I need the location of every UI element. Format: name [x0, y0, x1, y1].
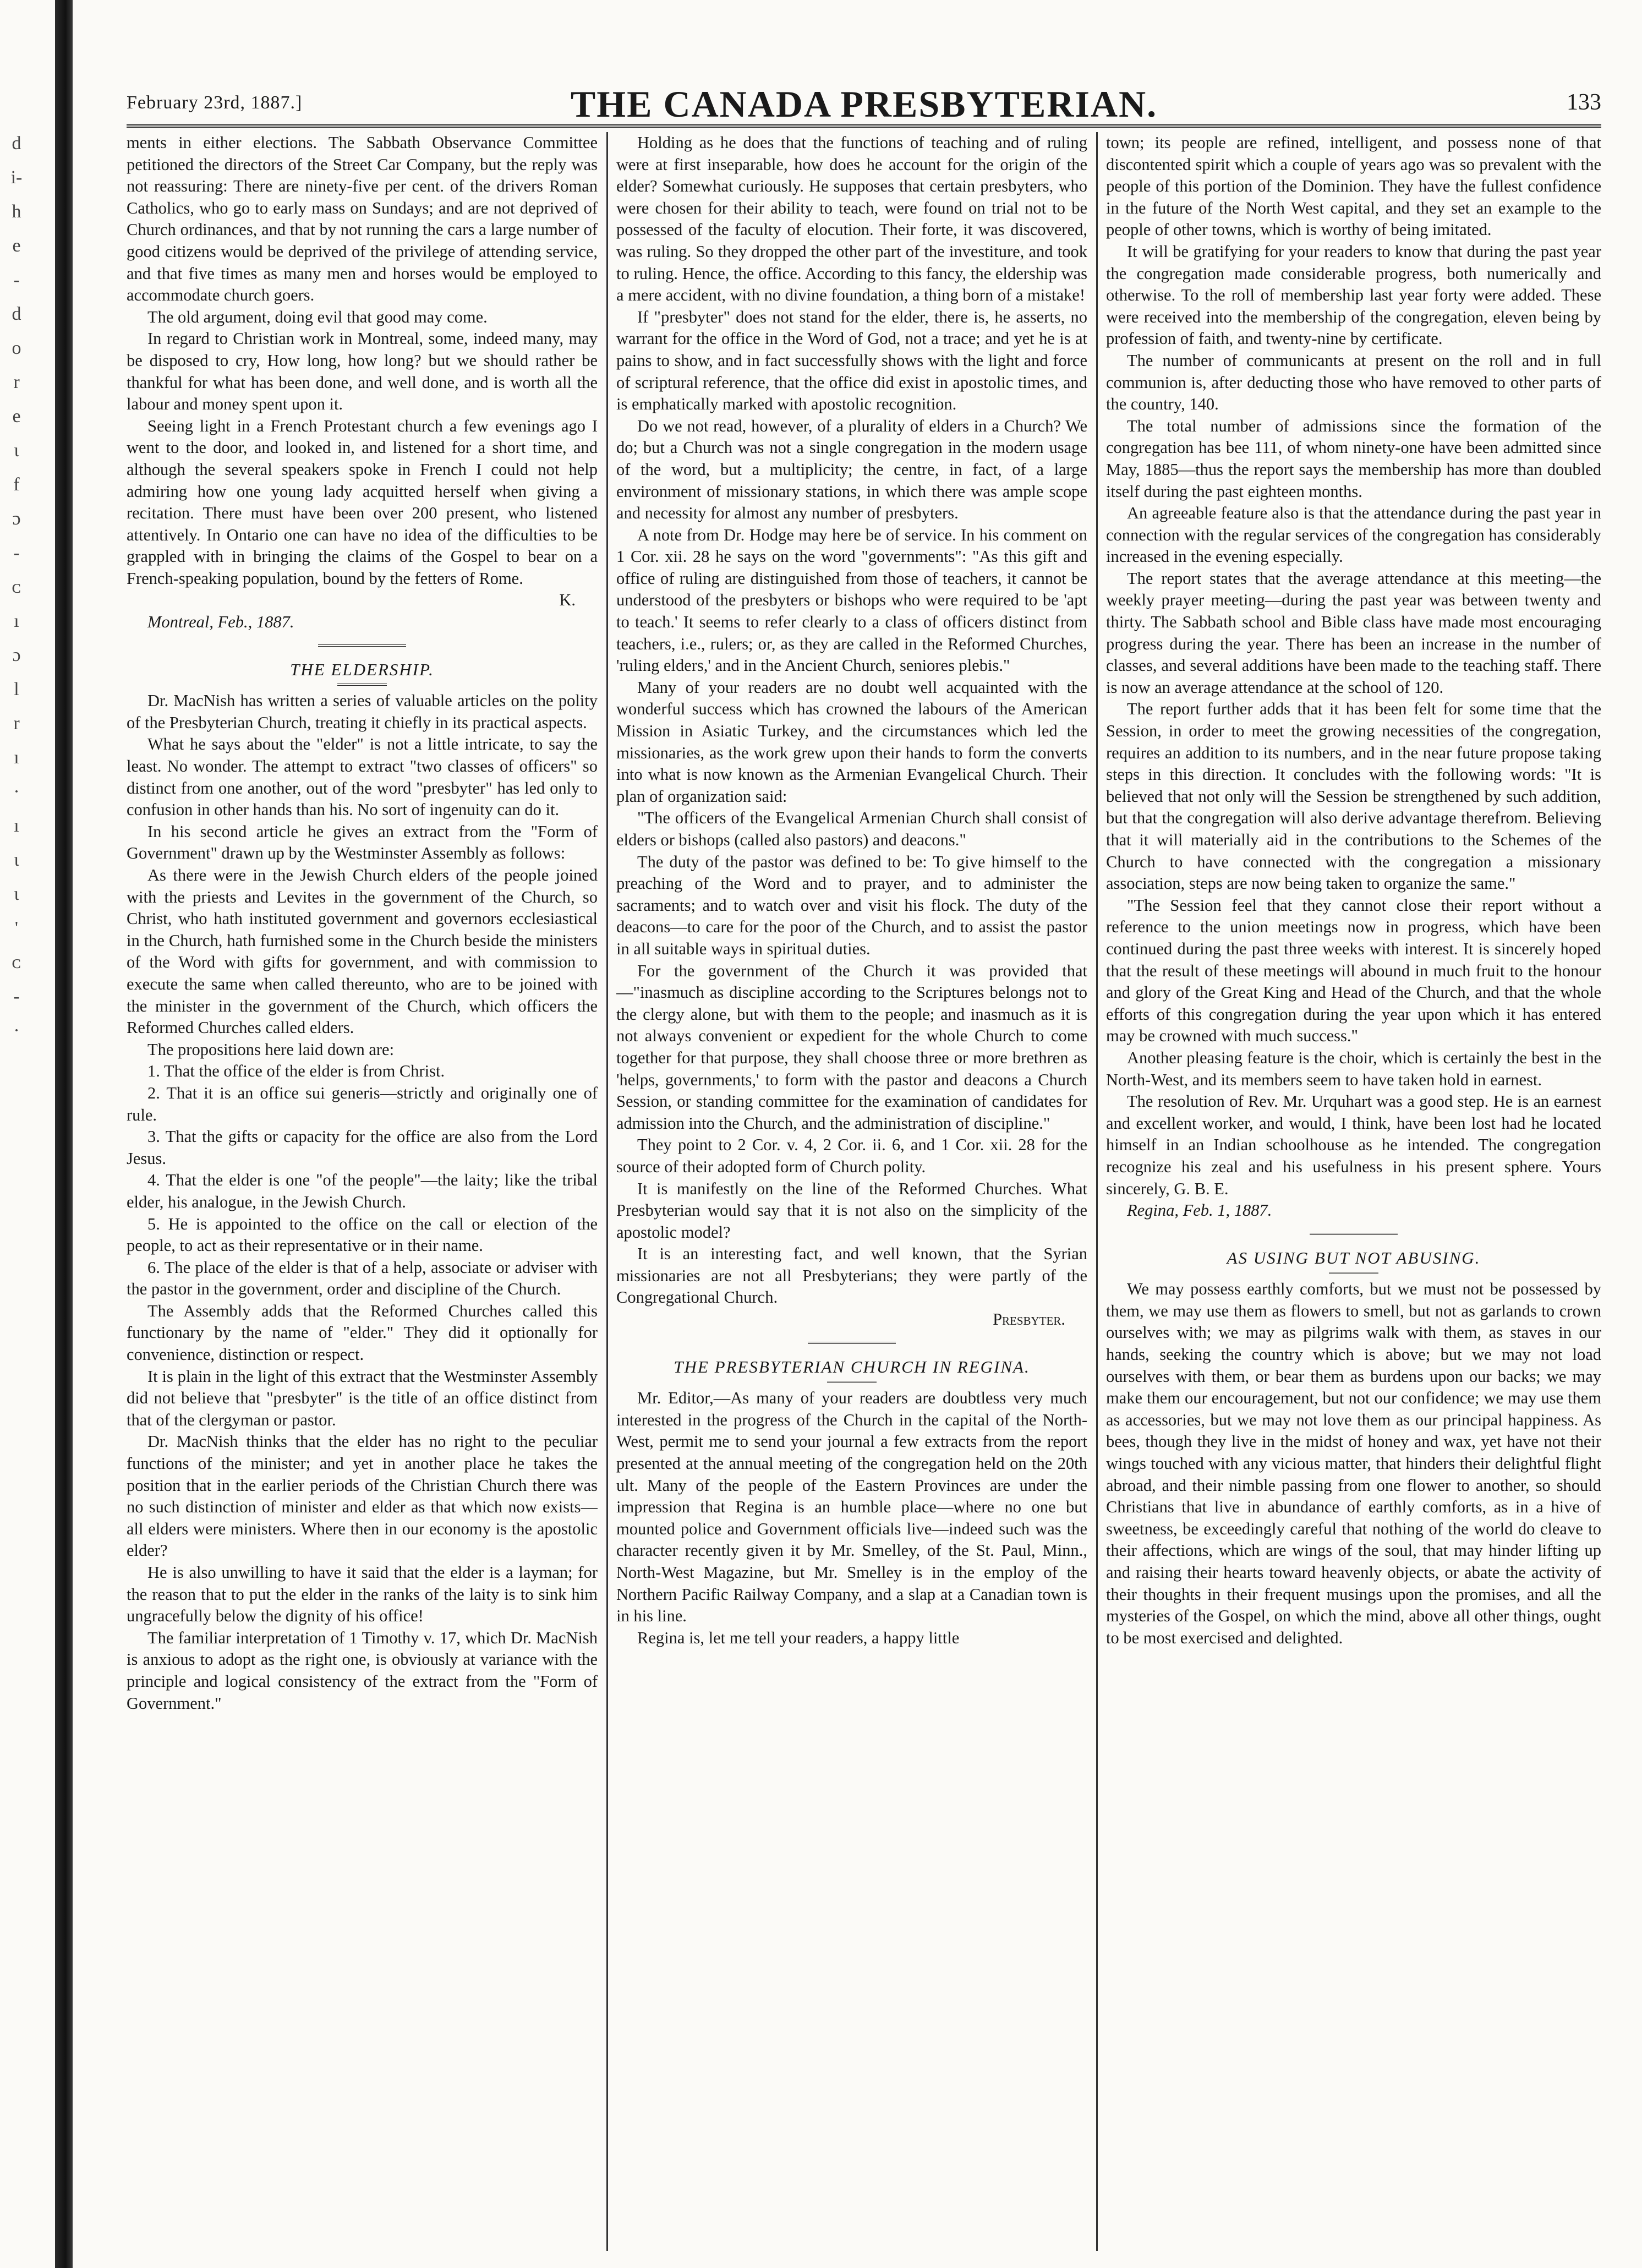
- column-1: [127, 132, 598, 2251]
- margin-fragment: e: [12, 236, 21, 256]
- paragraph: It is an interesting fact, and well known, that the Syrian missionaries are not all Presbyterians; they were partly of the Congregational Church.: [616, 1244, 1087, 1307]
- proposition-item: 1. That the office of the elder is from Christ.: [147, 1062, 445, 1081]
- dateline: Regina, Feb. 1, 1887.: [1127, 1201, 1272, 1220]
- page-binding: [55, 0, 73, 2268]
- margin-fragment: ɩ: [14, 850, 19, 870]
- section-rule: [808, 1342, 896, 1344]
- quoted-extract: "The officers of the Evangelical Armenian Church shall consist of elders or bishops (called also pastors) and deacons.": [616, 808, 1087, 849]
- margin-fragment: ɩ: [14, 440, 19, 461]
- paragraph: The Assembly adds that the Reformed Churches called this functionary by the name of "elder." They did it optionally for convenience, distinction or respect.: [127, 1301, 598, 1364]
- margin-fragment: ·: [13, 781, 20, 802]
- column-2: [616, 132, 1087, 2251]
- margin-fragment: ı: [14, 747, 19, 768]
- signature: Presbyter.: [993, 1310, 1065, 1329]
- masthead-title: THE CANADA PRESBYTERIAN.: [570, 83, 1158, 125]
- paragraph: Another pleasing feature is the choir, which is certainly the best in the North-West, and its members seem to have taken hold in earnest.: [1106, 1048, 1601, 1089]
- paragraph: In his second article he gives an extract from the "Form of Government" drawn up by the Westminster Assembly as follows:: [127, 822, 598, 863]
- margin-fragment: -: [13, 270, 20, 290]
- signature: K.: [559, 591, 576, 610]
- margin-fragment: r: [13, 372, 20, 392]
- margin-fragment: ɔ: [12, 509, 21, 529]
- margin-fragment: h: [12, 201, 21, 222]
- paragraph: Do we not read, however, of a plurality of elders in a Church? We do; but a Church was not a single congregation in the modern usage of the word, but a multiplicity; the centre, in fact, of a large environment of missionary stations, in which there was ample scope and necessity for almost any number of presbyters.: [616, 416, 1087, 523]
- dateline: Montreal, Feb., 1887.: [147, 613, 294, 632]
- margin-fragment: ᴄ: [12, 577, 21, 597]
- paragraph: The number of communicants at present on the roll and in full communion is, after deducting those who have removed to other parts of the country, 140.: [1106, 351, 1601, 414]
- margin-fragment: o: [12, 338, 21, 358]
- paragraph: Holding as he does that the functions of teaching and of ruling were at first inseparable, how does he account for the origin of the elder? Somewhat curiously. He supposes that certain presbyters, who were chosen for their ability to teach, were found on trial not to be possessed of the faculty of elocution. Their forte, it was discovered, was ruling. So they dropped the other part of the investiture, and took to ruling. Hence, the office. According to this fancy, the eldership was a mere accident, with no divine foundation, a thing born of a mistake!: [616, 133, 1087, 305]
- paragraph: The duty of the pastor was defined to be: To give himself to the preaching of the Word and to prayer, and to administer the sacraments; and to watch over and visit his flock. The duty of the deacons—to care for the poor of the Church, and to assist the pastor in all suitable ways in spiritual duties.: [616, 852, 1087, 958]
- column-divider-2: [1096, 132, 1098, 2251]
- margin-fragment: ': [14, 918, 19, 938]
- margin-fragment: ı: [14, 816, 19, 836]
- quoted-extract: As there were in the Jewish Church elders of the people joined with the priests and Levites in the government of the Church, so Christ, who hath instituted government and governors ecclesiastical in the Church, hath furnished some in the Church beside the ministers of the Word with gifts for government, and with commission to execute the same when called thereunto, who are to be joined with the minister in the government of the Church, which officers the Reformed Churches called elders.: [127, 866, 598, 1037]
- paragraph: The propositions here laid down are:: [147, 1040, 395, 1059]
- section-heading-using-not-abusing: AS USING BUT NOT ABUSING.: [1227, 1248, 1481, 1267]
- section-rule: [1310, 1233, 1398, 1235]
- paragraph: He is also unwilling to have it said that the elder is a layman; for the reason that to put the elder in the ranks of the laity is to sink him ungracefully below the dignity of his office!: [127, 1563, 598, 1626]
- paragraph: The familiar interpretation of 1 Timothy v. 17, which Dr. MacNish is anxious to adopt as the right one, is obviously at variance with the principle and logical consistency of the extract from the "Form of Government.": [127, 1628, 598, 1713]
- proposition-item: 4. That the elder is one "of the people"—the laity; like the tribal elder, his analogue, in the Jewish Church.: [127, 1171, 598, 1211]
- paragraph: They point to 2 Cor. v. 4, 2 Cor. ii. 6, and 1 Cor. xii. 28 for the source of their adopted form of Church polity.: [616, 1135, 1087, 1176]
- paragraph: We may possess earthly comforts, but we must not be possessed by them, we may use them as flowers to smell, but not as garlands to crown ourselves with; we may as pilgrims walk with them, as staves in our hands, seeking the country which is above; but we may not load ourselves with them, or bear them as burdens upon our backs; we may make them our encouragement, but not our confidence; we may use them as accessories, but we may not love them as our principal happiness. As bees, though they live in the midst of honey and wax, yet have not their wings touched with any vicious matter, that hinders their delightful flight abroad, and their nimble passing from one flower to another, so should Christians that live in abundance of earthly comforts, as in a hive of sweetness, be exceedingly careful that nothing of the world do cleave to their affections, which are wings of the soul, that may hinder lifting up and raising their hearts toward heavenly objects, or abate the activity of their thoughts in their frequent musings upon the promises, and all the mysteries of the Gospel, on which the mind, above all other things, ought to be most exercised and delighted.: [1106, 1280, 1601, 1647]
- margin-fragment: ɩ: [14, 884, 19, 904]
- paragraph: It will be gratifying for your readers to know that during the past year the congregation made considerable progress, both numerically and otherwise. To the roll of membership last year forty were added. These were received into the membership of the congregation, eleven being by profession of faith, and twenty-nine by certificate.: [1106, 242, 1601, 348]
- paragraph: town; its people are refined, intelligent, and possess none of that discontented spirit which a couple of years ago was so prevalent with the people of this portion of the Dominion. They have the fullest confidence in the future of the North West capital, and they set an example to the people of other towns, which is worthy of being imitated.: [1106, 133, 1601, 239]
- paragraph: An agreeable feature also is that the attendance during the past year in connection with the regular services of the congregation has considerably increased in the evening especially.: [1106, 504, 1601, 566]
- section-heading-eldership: THE ELDERSHIP.: [290, 659, 434, 679]
- margin-fragment: ɔ: [12, 645, 21, 665]
- paragraph: "The Session feel that they cannot close their report without a reference to the union meetings now in progress, which have been continued during the past three weeks with interest. It is sincerely hoped that the result of these meetings will abound in much fruit to the honour and glory of the Great King and Head of the Church, and that the whole efforts of this congregation during the year upon which it has entered may be crowned with much success.": [1106, 895, 1601, 1046]
- issue-date: February 23rd, 1887.]: [127, 92, 303, 113]
- margin-fragment: ·: [13, 1020, 20, 1041]
- margin-fragment: -: [13, 986, 20, 1007]
- paragraph: Seeing light in a French Protestant church a few evenings ago I went to the door, and looked in, and listened for a short time, and although the several speakers spoke in French I could not help admiring how one young lady acquitted herself when giving a recitation. There must have been over 200 present, who listened attentively. In Ontario one can have no idea of the difficulties to be grappled with in bringing the claims of the Gospel to bear on a French-speaking population, bound by the fetters of Rome.: [127, 416, 598, 588]
- page-number: 133: [1567, 90, 1601, 115]
- proposition-item: 3. That the gifts or capacity for the office are also from the Lord Jesus.: [127, 1127, 598, 1168]
- margin-fragments: [0, 127, 33, 1048]
- heading-underline: [1329, 1272, 1378, 1274]
- margin-fragment: ᴄ: [12, 952, 21, 972]
- paragraph: The total number of admissions since the formation of the congregation has bee 111, of whom ninety-one have been admitted since May, 1885—thus the report says the membership has more than doubled itself during the past eighteen months.: [1106, 416, 1601, 501]
- column-3: [1106, 132, 1601, 2251]
- margin-fragment: e: [12, 406, 21, 427]
- paragraph: It is manifestly on the line of the Reformed Churches. What Presbyterian would say that it is not also on the simplicity of the apostolic model?: [616, 1179, 1087, 1242]
- paragraph: ments in either elections. The Sabbath Observance Committee petitioned the directors of the Street Car Company, but the reply was not reassuring: There are ninety-five per cent. of the drivers Roman Catholics, who go to early mass on Sundays; and are not deprived of Church ordinances, and that by not running the cars a large number of good citizens would be deprived of the privilege of attending service, and that five times as many men and horses would be employed to accommodate church goers.: [127, 133, 598, 305]
- margin-fragment: d: [12, 304, 21, 324]
- margin-fragment: f: [13, 474, 20, 495]
- heading-underline: [827, 1381, 877, 1383]
- paragraph: The report states that the average attendance at this meeting—the weekly prayer meeting—during the past year was between twenty and thirty. The Sabbath school and Bible class have made most encouraging progress during the year. There has been an increase in the number of classes, and several additions have been made to the teaching staff. There is now an average attendance at the school of 120.: [1106, 569, 1601, 697]
- section-rule: [318, 644, 406, 647]
- paragraph: The old argument, doing evil that good may come.: [147, 307, 488, 326]
- heading-underline: [337, 684, 387, 686]
- margin-fragment: i-: [10, 167, 23, 188]
- paragraph: The report further adds that it has been felt for some time that the Session, in order to meet the growing necessities of the congregation, requires an addition to its numbers, and in the near future propose taking steps in this direction. It concludes with the following words: "It is believed that not only will the Session be strengthened by such addition, but that the congregation will also derive advantage therefrom. Believing that it will materially aid in the contributions to the Schemes of the Church to have connected with the congregation a missionary association, steps are now being taken to organize the same.": [1106, 699, 1601, 893]
- margin-fragment: r: [13, 713, 20, 734]
- paragraph: If "presbyter" does not stand for the elder, there is, he asserts, no warrant for the office in the Word of God, not a trace; and yet he is at pains to show, and in fact successfully shows with the light and force of scriptural reference, that the office did exist in apostolic times, and is emphatically marked with apostolic recognition.: [616, 307, 1087, 414]
- margin-fragment: -: [13, 543, 20, 563]
- margin-fragment: d: [12, 133, 21, 154]
- paragraph: Mr. Editor,—As many of your readers are doubtless very much interested in the progress of the Church in the capital of the North-West, permit me to send your journal a few extracts from the report presented at the annual meeting of the congregation held on the 20th ult. Many of the people of the Eastern Provinces are under the impression that Regina is an humble place—where no one but mounted police and Government officials live—indeed such was the character recently given it by Mr. Smelley, of the St. Paul, Minn., North-West Magazine, but Mr. Smelley is in the employ of the Northern Pacific Railway Company, and a slap at a Canadian town is in his line.: [616, 1389, 1087, 1626]
- proposition-item: 6. The place of the elder is that of a help, associate or adviser with the pastor in the government, order and discipline of the Church.: [127, 1258, 598, 1299]
- paragraph: Dr. MacNish has written a series of valuable articles on the polity of the Presbyterian Church, treating it chiefly in its practical aspects.: [127, 691, 598, 732]
- paragraph: Regina is, let me tell your readers, a happy little: [637, 1628, 960, 1647]
- paragraph: What he says about the "elder" is not a little intricate, to say the least. No wonder. The attempt to extract "two classes of officers" so distinct from one another, out of the word "presbyter" has led only to confusion in other hands than his. No sort of ingenuity can do it.: [127, 735, 598, 819]
- header-rule: [127, 124, 1601, 128]
- proposition-item: 2. That it is an office sui generis—strictly and originally one of rule.: [127, 1083, 598, 1124]
- paragraph: In regard to Christian work in Montreal, some, indeed many, may be disposed to cry, How long, how long? but we should rather be thankful for what has been done, and well done, and is worth all the labour and money spent upon it.: [127, 329, 598, 414]
- column-divider-1: [606, 132, 608, 2251]
- paragraph: The resolution of Rev. Mr. Urquhart was a good step. He is an earnest and excellent worker, and would, I think, have been lost had he located himself in an Indian schoolhouse as he intended. The congregation recognize his zeal and his usefulness in his present sphere. Yours sincerely, G. B. E.: [1106, 1092, 1601, 1198]
- paragraph: It is plain in the light of this extract that the Westminster Assembly did not believe that "presbyter" is the title of an office distinct from that of the clergyman or pastor.: [127, 1367, 598, 1429]
- proposition-item: 5. He is appointed to the office on the call or election of the people, to act as their representative or in their name.: [127, 1214, 598, 1255]
- paragraph: Many of your readers are no doubt well acquainted with the wonderful success which has crowned the labours of the American Mission in Asiatic Turkey, and the circumstances which led the missionaries, as the work grew upon their hands to form the converts into what is now known as the Armenian Evangelical Church. Their plan of organization said:: [616, 677, 1087, 806]
- margin-fragment: l: [14, 679, 19, 699]
- paragraph: Dr. MacNish thinks that the elder has no right to the peculiar functions of the minister; and yet in another place he takes the position that in the earlier periods of the Christian Church there was no such distinction of minister and elder as that which now exists—all elders were ministers. Where then in our economy is the apostolic elder?: [127, 1432, 598, 1560]
- section-heading-regina: THE PRESBYTERIAN CHURCH IN REGINA.: [674, 1357, 1030, 1376]
- margin-fragment: ı: [14, 611, 19, 631]
- paragraph: A note from Dr. Hodge may here be of service. In his comment on 1 Cor. xii. 28 he says on the word "governments": "As this gift and office of ruling are distinguished from those of teachers, it cannot be understood of the presbyters or bishops who were required to be 'apt to teach.' It seems to refer clearly to a class of officers distinct from teachers, i.e., rulers; or, as they are called in the Reformed Churches, 'ruling elders,' and in the Ancient Church, seniores plebis.": [616, 525, 1087, 675]
- paragraph: For the government of the Church it was provided that—"inasmuch as discipline according to the Scriptures belongs not to the clergy alone, but with them to the people; and inasmuch as it is not always convenient or expedient for the whole Church to come together for that purpose, they shall choose three or more brethren as 'helps, governments,' to form with the pastor and deacons a Church Session, or standing committee for the examination of candidates for admission into the Church, and the administration of discipline.": [616, 961, 1087, 1133]
